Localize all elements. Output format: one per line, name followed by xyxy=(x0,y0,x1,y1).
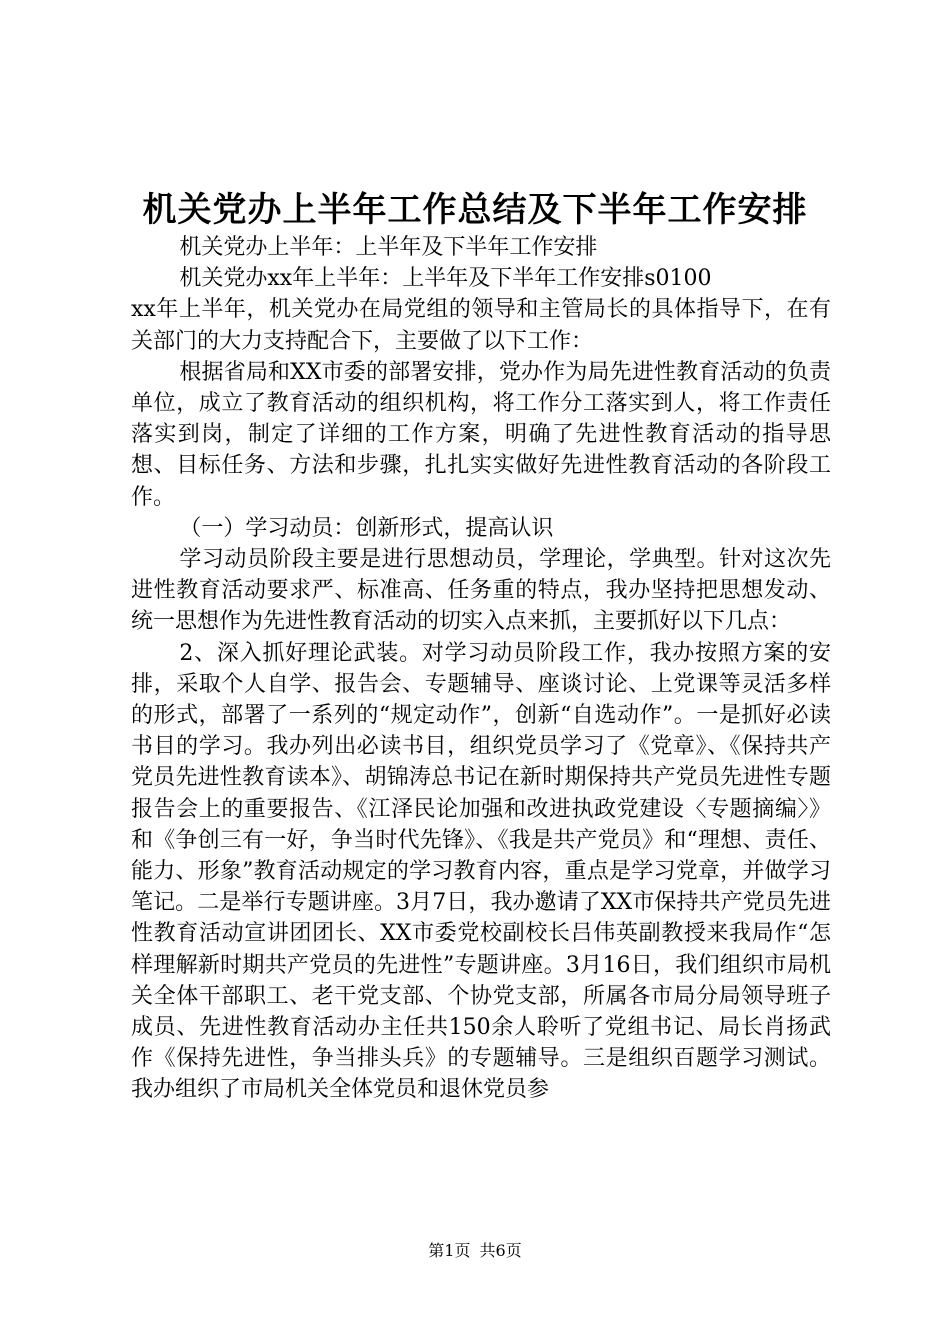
document-title: 机关党办上半年工作总结及下半年工作安排 xyxy=(142,190,808,230)
subtitle-line-1: 机关党办上半年：上半年及下半年工作安排 xyxy=(179,235,598,260)
subtitle-line-2: 机关党办xx年上半年：上半年及下半年工作安排s0100 xyxy=(179,266,712,292)
page-footer xyxy=(0,1240,950,1262)
document-body xyxy=(131,232,831,1106)
study-paragraph: 学习动员阶段主要是进行思想动员，学理论，学典型。针对这次先进性教育活动要求严、标准高、任务重的特点，我办坚持把思想发动、统一思想作为先进性教育活动的切实入点来抓，主要抓好以下几点： xyxy=(131,547,831,635)
theory-paragraph: 2、深入抓好理论武装。对学习动员阶段工作，我办按照方案的安排，采取个人自学、报告会、专题辅导、座谈讨论、上党课等灵活多样的形式，部署了一系列的“规定动作”，创新“自选动作”。一是抓好必读书目的学习。我办列出必读书目，组织党员学习了《党章》、《保持共产党员先进性教育读本》、胡锦涛总书记在新时期保持共产党员先进性专题报告会上的重要报告、《江泽民论加强和改进执政党建设〈专题摘编〉》和《争创三有一好，争当时代先锋》、《我是共产党员》和“理想、责任、能力、形象”教育活动规定的学习教育内容，重点是学习党章，并做学习笔记。二是举行专题讲座。3月7日，我办邀请了XX市保持共产党员先进性教育活动宣讲团团长、XX市委党校副校长吕伟英副教授来我局作“怎样理解新时期共产党员的先进性”专题讲座。3月16日，我们组织市局机关全体干部职工、老干党支部、个协党支部，所属各市局分局领导班子成员、先进性教育活动办主任共150余人聆听了党组书记、局长肖扬武作《保持先进性，争当排头兵》的专题辅导。三是组织百题学习测试。我办组织了市局机关全体党员和退休党员参 xyxy=(131,640,831,1103)
overview-paragraph: 根据省局和XX市委的部署安排，党办作为局先进性教育活动的负责单位，成立了教育活动的组织机构，将工作分工落实到人，将工作责任落实到岗，制定了详细的工作方案，明确了先进性教育活动的指导思想、目标任务、方法和步骤，扎扎实实做好先进性教育活动的各阶段工作。 xyxy=(131,359,831,510)
page-total: 共6页 xyxy=(479,1241,522,1260)
intro-paragraph: xx年上半年，机关党办在局党组的领导和主管局长的具体指导下，在有关部门的大力支持配合下，主要做了以下工作： xyxy=(131,297,831,354)
page-number: 第1页 xyxy=(428,1241,471,1260)
section-heading-1: （一）学习动员：创新形式，提高认识 xyxy=(179,515,554,541)
